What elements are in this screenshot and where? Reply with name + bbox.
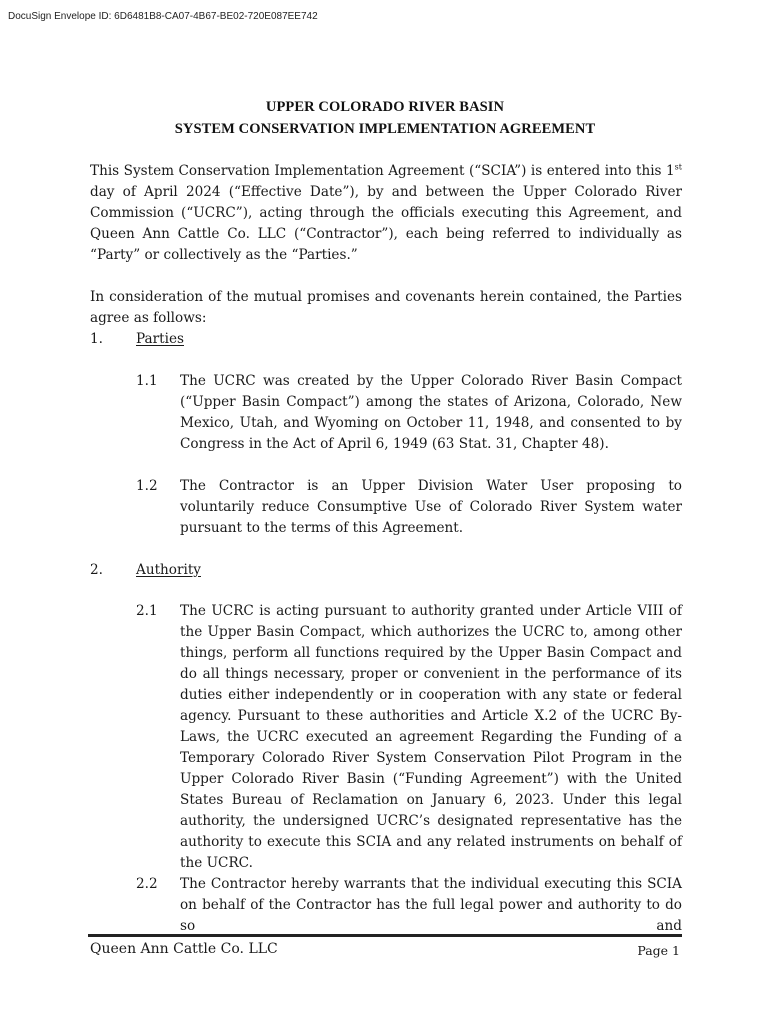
section-2-heading: Authority bbox=[136, 562, 201, 578]
section-1-heading: Parties bbox=[136, 331, 184, 347]
intro-text-part-1: This System Conservation Implementation Agreement (“SCIA”) is entered into this 1 bbox=[90, 163, 675, 179]
clause-2-1-number: 2.1 bbox=[136, 603, 158, 619]
intro-superscript: st bbox=[674, 162, 682, 172]
section-2-number: 2. bbox=[90, 562, 103, 578]
clause-1-2-text: The Contractor is an Upper Division Water User proposing to voluntarily reduce Consumptive Use of Colorado River System water pursuant to the terms of this Agreement. bbox=[180, 478, 682, 536]
intro-text-part-2: day of April 2024 (“Effective Date”), by and between the Upper Colorado River Commission (“UCRC”), acting through the officials executing this Agreement, and Queen Ann Cattle Co. LLC (“Contractor”), each being referred to individually as “Party” or collectively as the “Parties.” bbox=[90, 184, 682, 263]
section-1-number: 1. bbox=[90, 331, 103, 347]
clause-2-2-text: The Contractor hereby warrants that the individual executing this SCIA on behalf of the Contractor has the full legal power and authority to do so and bbox=[180, 876, 682, 934]
page-number: Page 1 bbox=[637, 943, 680, 958]
footer-party-name: Queen Ann Cattle Co. LLC bbox=[90, 941, 278, 957]
clause-1-1-number: 1.1 bbox=[136, 373, 158, 389]
clause-1-2-number: 1.2 bbox=[136, 478, 158, 494]
intro-paragraph bbox=[90, 161, 682, 266]
clause-1-1-text: The UCRC was created by the Upper Colorado River Basin Compact (“Upper Basin Compact”) among the states of Arizona, Colorado, New Mexico, Utah, and Wyoming on October 11, 1948, and consented to by Congress in the Act of April 6, 1949 (63 Stat. 31, Chapter 48). bbox=[180, 373, 682, 452]
clause-2-2-number: 2.2 bbox=[136, 876, 158, 892]
footer-divider bbox=[88, 934, 682, 937]
document-title-line-1: UPPER COLORADO RIVER BASIN bbox=[265, 99, 505, 115]
document-title-line-2: SYSTEM CONSERVATION IMPLEMENTATION AGREEMENT bbox=[174, 121, 596, 137]
clause-2-1-text: The UCRC is acting pursuant to authority granted under Article VIII of the Upper Basin Compact, which authorizes the UCRC to, among other things, perform all functions required by the Upper Basin Compact and do all things necessary, proper or convenient in the performance of its duties either independently or in cooperation with any state or federal agency. Pursuant to these authorities and Article X.2 of the UCRC By-Laws, the UCRC executed an agreement Regarding the Funding of a Temporary Colorado River System Conservation Pilot Program in the Upper Colorado River Basin (“Funding Agreement”) with the United States Bureau of Reclamation on January 6, 2023. Under this legal authority, the undersigned UCRC’s designated representative has the authority to execute this SCIA and any related instruments on behalf of the UCRC. bbox=[180, 603, 682, 871]
consideration-paragraph: In consideration of the mutual promises and covenants herein contained, the Parties agree as follows: bbox=[90, 289, 682, 326]
envelope-id: DocuSign Envelope ID: 6D6481B8-CA07-4B67-BE02-720E087EE742 bbox=[8, 11, 318, 22]
